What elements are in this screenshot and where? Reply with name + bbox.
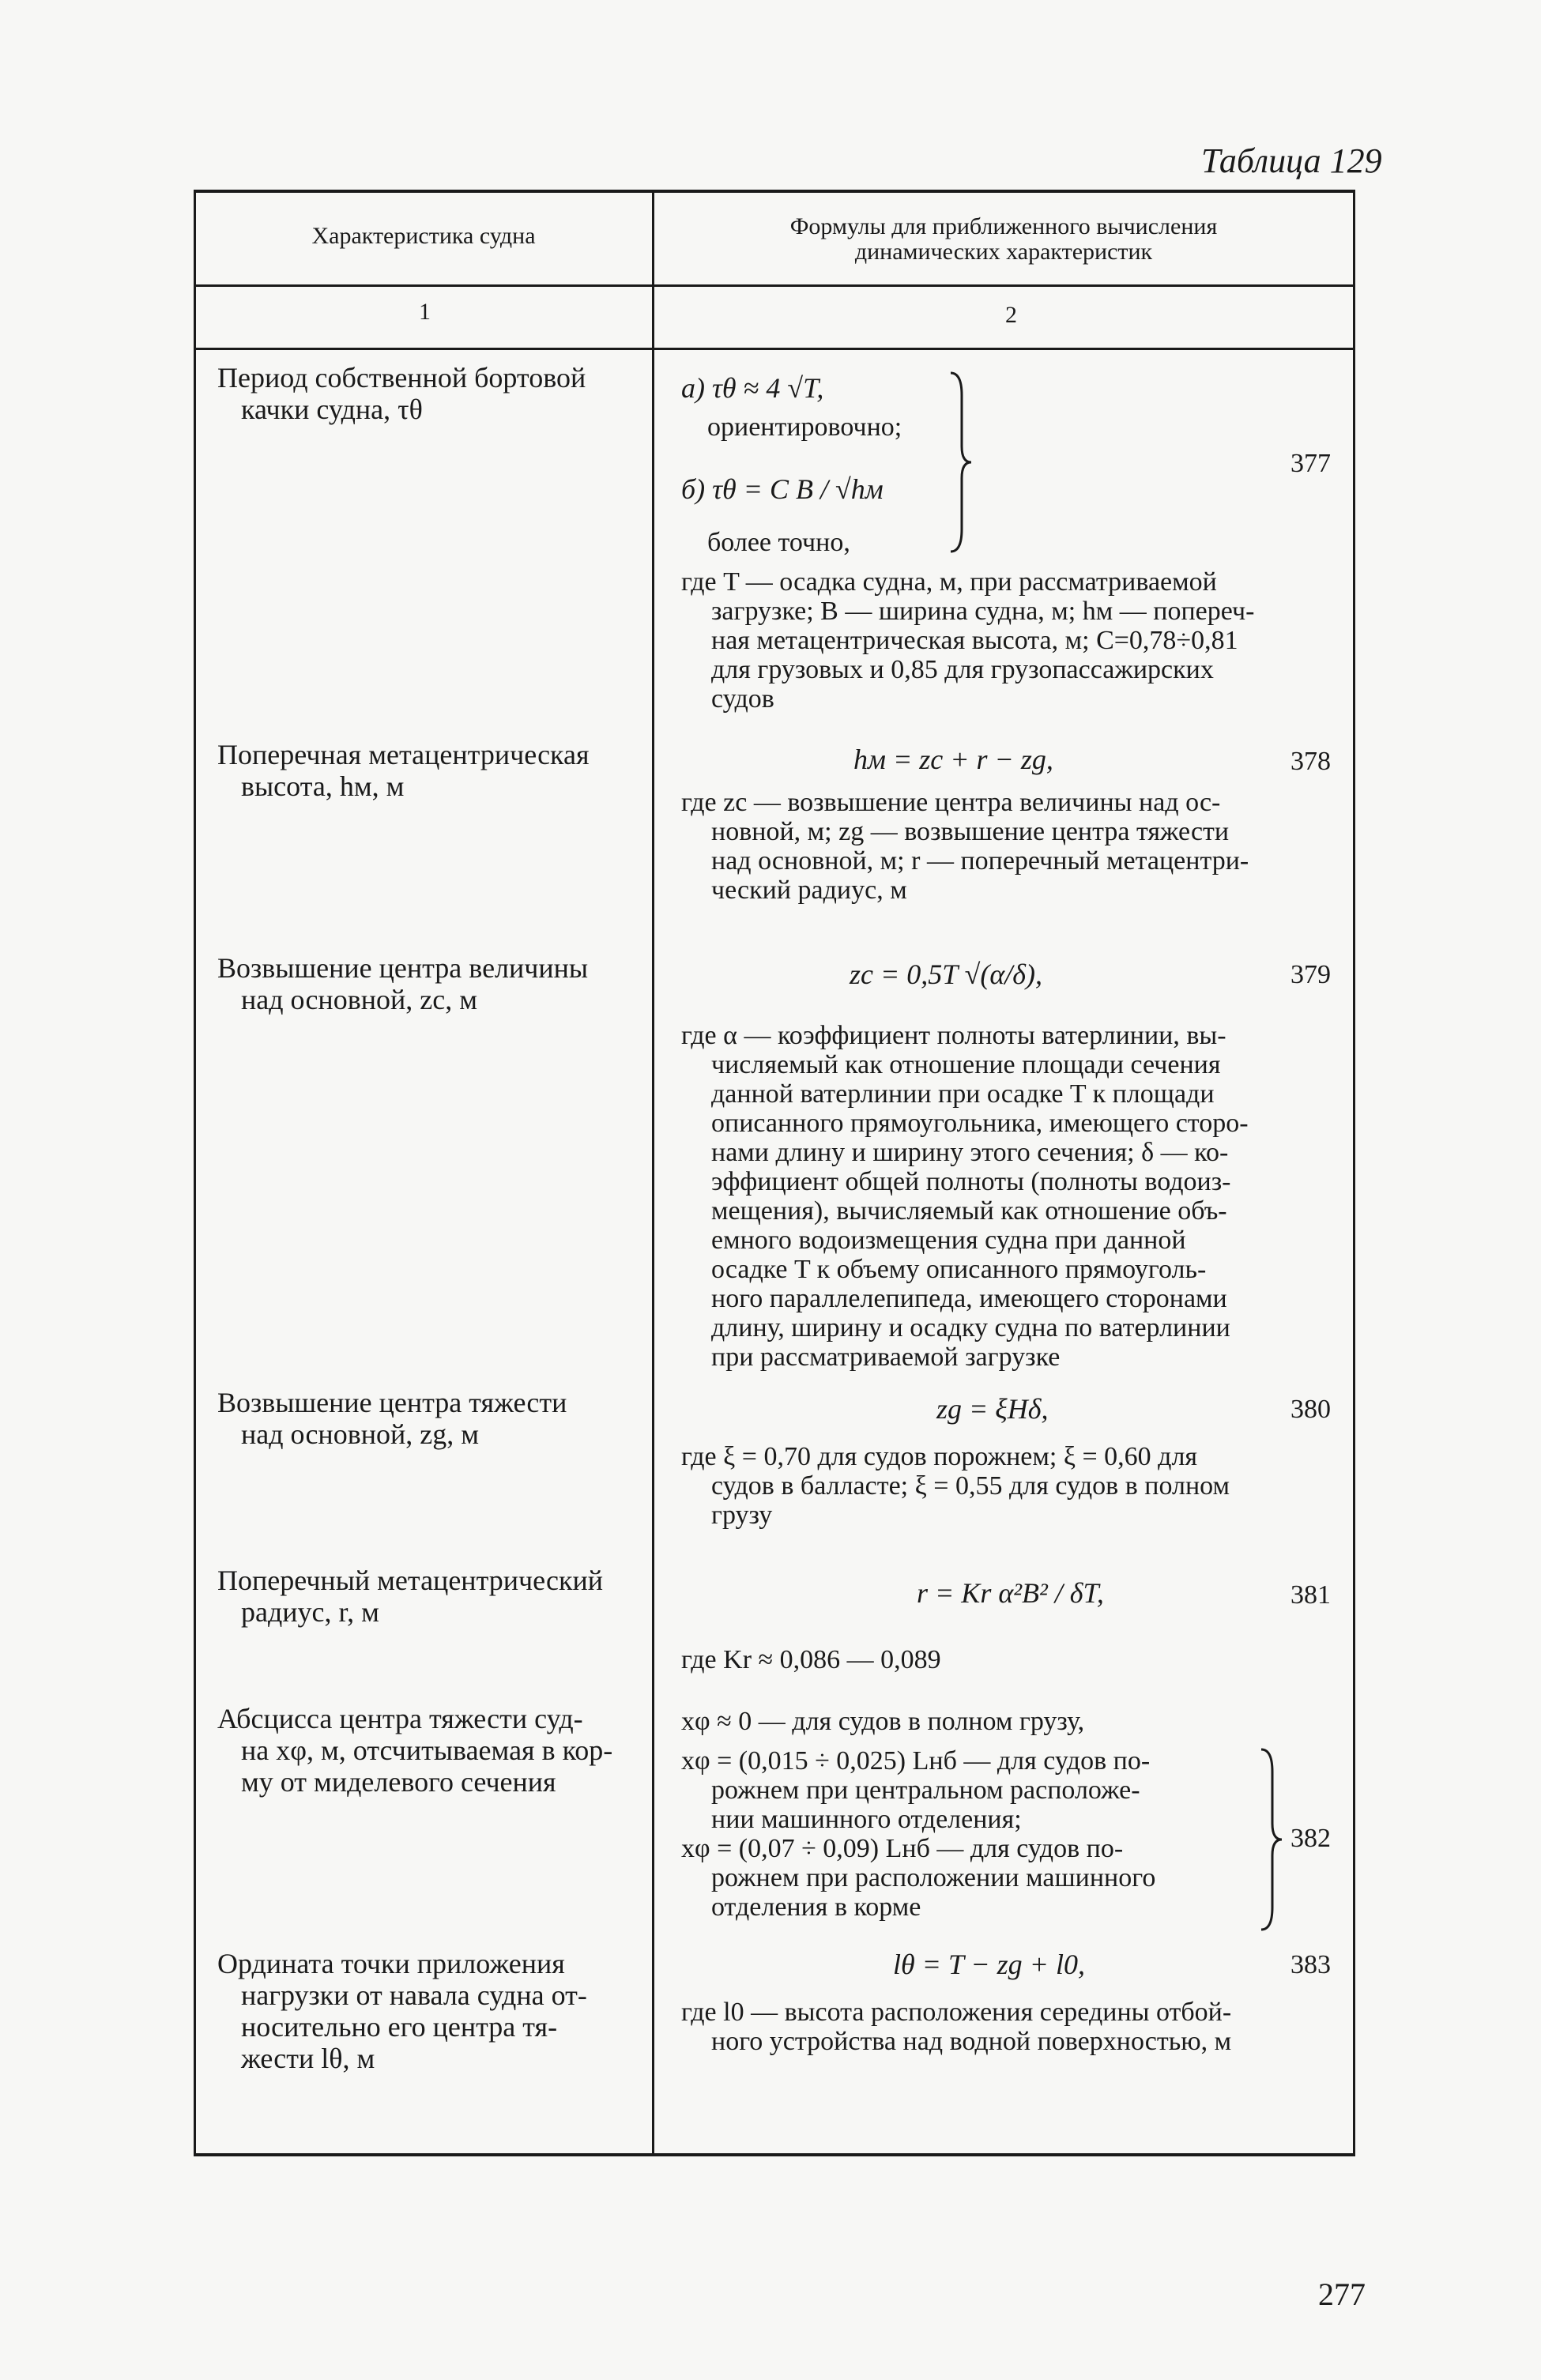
row-378-desc-line: ческий радиус, м <box>711 876 907 905</box>
row-377-formula-b: б) τθ = C B / √hм <box>681 473 884 505</box>
row-377-desc-line: где T — осадка судна, м, при рассматриваемой <box>681 567 1217 597</box>
row-380-left-line1: Возвышение центра тяжести <box>217 1387 567 1418</box>
table-column-divider <box>652 190 654 2156</box>
row-380-formula: zg = ξHδ, <box>936 1393 1049 1425</box>
table-top-rule <box>194 190 1355 193</box>
row-382-desc-line: xφ = (0,07 ÷ 0,09) Lнб — для судов по- <box>681 1834 1124 1863</box>
row-379-desc-line: при рассматриваемой загрузке <box>711 1343 1061 1372</box>
row-382-desc-line: рожнем при расположении машинного <box>711 1863 1156 1892</box>
row-379-desc-line: мещения), вычисляемый как отношение объ- <box>711 1196 1227 1226</box>
row-377-brace <box>944 371 976 553</box>
row-379-description <box>681 1021 1341 1372</box>
row-380-equation-number: 380 <box>1290 1395 1331 1424</box>
row-378-formula: hм = zc + r − zg, <box>853 744 1053 775</box>
row-383-left-line2: нагрузки от навала судна от- <box>241 1979 587 2011</box>
row-378-characteristic <box>217 739 640 802</box>
column-number-1: 1 <box>419 299 431 325</box>
row-382-left-line3: му от миделевого сечения <box>241 1766 556 1798</box>
row-379-equation-number: 379 <box>1290 960 1331 989</box>
table-bottom-rule <box>194 2153 1355 2156</box>
row-382-brace <box>1255 1748 1287 1931</box>
row-383-formula: lθ = T − zg + l0, <box>893 1949 1085 1980</box>
table-left-border <box>194 190 196 2156</box>
row-379-desc-line: числяемый как отношение площади сечения <box>711 1050 1221 1079</box>
row-379-left-line2: над основной, zc, м <box>241 984 477 1015</box>
row-379-desc-line: данной ватерлинии при осадке T к площади <box>711 1079 1215 1109</box>
row-379-desc-line: где α — коэффициент полноты ватерлинии, вы- <box>681 1021 1226 1050</box>
row-381-equation-number: 381 <box>1290 1580 1331 1610</box>
row-382-left-line1: Абсцисса центра тяжести суд- <box>217 1703 583 1734</box>
row-378-desc-line: новной, м; zg — возвышение центра тяжести <box>711 817 1230 846</box>
row-377-left-line1: Период собственной бортовой <box>217 362 586 394</box>
row-382-desc-line: нии машинного отделения; <box>711 1805 1022 1834</box>
column-number-2: 2 <box>1005 302 1017 328</box>
row-377-characteristic <box>217 362 640 425</box>
row-377-desc-line: для грузовых и 0,85 для грузопассажирских <box>711 655 1214 684</box>
row-377-desc-line: загрузке; B — ширина судна, м; hм — попереч- <box>711 597 1255 626</box>
row-383-left-line1: Ордината точки приложения <box>217 1948 565 1979</box>
row-378-desc-line: где zc — возвышение центра величины над ос- <box>681 788 1221 817</box>
row-380-desc-line: где ξ = 0,70 для судов порожнем; ξ = 0,60 для <box>681 1442 1198 1471</box>
row-382-desc-line: рожнем при центральном расположе- <box>711 1776 1140 1805</box>
row-379-desc-line: описанного прямоугольника, имеющего сторо- <box>711 1109 1249 1138</box>
row-380-description <box>681 1442 1341 1530</box>
row-378-left-line1: Поперечная метацентрическая <box>217 739 590 770</box>
colnum-bottom-rule <box>194 348 1355 350</box>
row-379-desc-line: осадке T к объему описанного прямоуголь- <box>711 1255 1207 1284</box>
row-380-desc-line: судов в балласте; ξ = 0,55 для судов в полном <box>711 1471 1230 1501</box>
row-378-equation-number: 378 <box>1290 747 1331 776</box>
table-right-border <box>1353 190 1355 2156</box>
row-382-characteristic <box>217 1703 644 1798</box>
row-383-desc-line: где l0 — высота расположения середины отбой- <box>681 1998 1232 2027</box>
row-377-description <box>681 567 1341 714</box>
row-383-characteristic <box>217 1948 644 2074</box>
row-380-desc-line: грузу <box>711 1501 773 1530</box>
row-379-desc-line: ного параллелепипеда, имеющего сторонами <box>711 1284 1227 1313</box>
row-378-desc-line: над основной, м; r — поперечный метацентри- <box>711 846 1249 876</box>
row-379-left-line1: Возвышение центра величины <box>217 952 589 984</box>
header-col1: Характеристика судна <box>311 223 536 249</box>
row-379-formula: zc = 0,5T √(α/δ), <box>850 958 1043 990</box>
row-382-desc-line: xφ = (0,015 ÷ 0,025) Lнб — для судов по- <box>681 1746 1151 1776</box>
row-378-description <box>681 788 1341 905</box>
row-383-left-line4: жести lθ, м <box>241 2043 375 2074</box>
table-title: Таблица 129 <box>1201 141 1382 180</box>
row-383-desc-line: ного устройства над водной поверхностью, м <box>711 2027 1232 2056</box>
row-377-desc-line: ная метацентрическая высота, м; C=0,78÷0,81 <box>711 626 1238 655</box>
row-382-line1: xφ ≈ 0 — для судов в полном грузу, <box>681 1707 1085 1736</box>
row-382-equation-number: 382 <box>1290 1824 1331 1853</box>
row-382-desc-line: отделения в корме <box>711 1892 921 1922</box>
row-381-description <box>681 1645 1341 1674</box>
row-380-left-line2: над основной, zg, м <box>241 1418 479 1450</box>
row-379-desc-line: эффициент общей полноты (полноты водоиз- <box>711 1167 1231 1196</box>
row-377-formula-a: а) τθ ≈ 4 √T, <box>681 372 824 404</box>
page-number: 277 <box>1318 2276 1366 2312</box>
row-382-description <box>681 1746 1250 1922</box>
row-379-desc-line: нами длину и ширину этого сечения; δ — ко- <box>711 1138 1229 1167</box>
header-col2-line1: Формулы для приближенного вычисления <box>789 213 1218 239</box>
row-379-desc-line: длину, ширину и осадку судна по ватерлинии <box>711 1313 1230 1343</box>
header-bottom-rule <box>194 284 1355 287</box>
row-377-note-b: более точно, <box>707 528 850 557</box>
header-col2-line2: динамических характеристик <box>854 239 1153 265</box>
row-383-description <box>681 1998 1341 2056</box>
row-377-left-line2: качки судна, τθ <box>241 394 423 425</box>
row-381-left-line1: Поперечный метацентрический <box>217 1565 603 1596</box>
row-377-equation-number: 377 <box>1290 449 1331 478</box>
row-381-left-line2: радиус, r, м <box>241 1596 379 1628</box>
row-381-characteristic <box>217 1565 640 1628</box>
row-380-characteristic <box>217 1387 640 1450</box>
row-377-desc-line: судов <box>711 684 774 714</box>
row-379-characteristic <box>217 952 640 1015</box>
row-377-note-a: ориентировочно; <box>707 412 902 442</box>
row-381-formula: r = Kr α²B² / δT, <box>917 1577 1104 1609</box>
row-383-equation-number: 383 <box>1290 1950 1331 1979</box>
row-381-desc-line: где Kr ≈ 0,086 — 0,089 <box>681 1645 941 1674</box>
row-383-left-line3: носительно его центра тя- <box>241 2011 558 2043</box>
row-378-left-line2: высота, hм, м <box>241 770 405 802</box>
row-379-desc-line: емного водоизмещения судна при данной <box>711 1226 1186 1255</box>
row-382-left-line2: на xφ, м, отсчитываемая в кор- <box>241 1734 613 1766</box>
